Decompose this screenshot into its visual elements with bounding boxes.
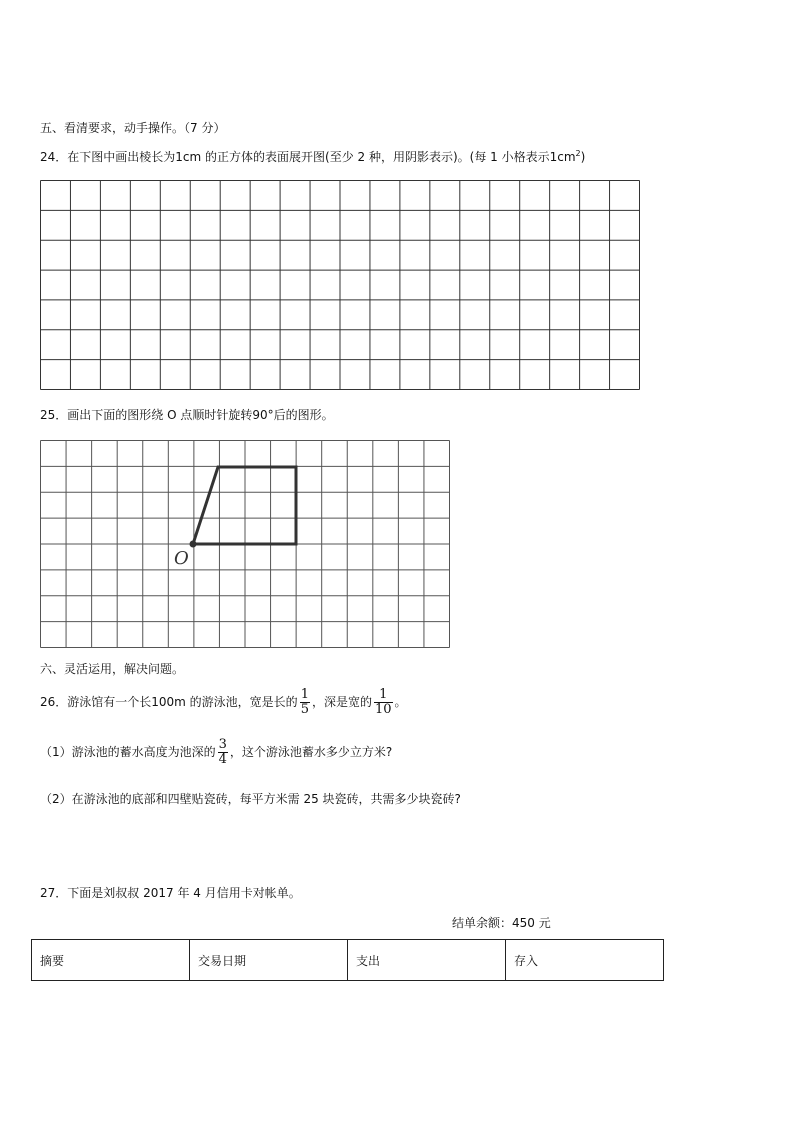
question-24-text — [40, 146, 585, 165]
fraction-one-tenth: $\frac{1}{10}$ — [374, 687, 392, 717]
question-26-sub-1 — [40, 734, 392, 770]
column-summary: 摘要 — [32, 940, 190, 981]
section-six-heading: 六、灵活运用，解决问题。 — [40, 662, 185, 676]
column-deposit: 存入 — [506, 940, 664, 981]
question-25-text: 25．画出下面的图形绕 O 点顺时针旋转90°后的图形。 — [40, 408, 334, 422]
question-24-body: 24．在下图中画出棱长为1cm 的正方体的表面展开图(至少 2 种，用阴影表示)。(每 1 小格表示1cm — [40, 150, 576, 164]
question-27-text: 27．下面是刘叔叔 2017 年 4 月信用卡对帐单。 — [40, 886, 301, 900]
question-26-part-a: 26．游泳馆有一个长100m 的游泳池，宽是长的 — [40, 695, 298, 709]
question-26-part-b: ，深是宽的 — [311, 695, 372, 709]
section-five-heading: 五、看清要求，动手操作。（7 分） — [40, 121, 226, 135]
point-o-label: O — [174, 548, 189, 569]
q24-square-grid — [40, 180, 640, 390]
sub-1-part-b: ，这个游泳池蓄水多少立方米? — [229, 745, 393, 759]
statement-balance: 结单余额：450 元 — [452, 916, 551, 930]
fraction-three-quarters: $\frac{3}{4}$ — [218, 737, 227, 767]
column-expense: 支出 — [348, 940, 506, 981]
question-24-tail: ) — [580, 150, 586, 164]
column-transaction-date: 交易日期 — [190, 940, 348, 981]
question-26-text — [40, 684, 407, 720]
q25-square-grid — [40, 440, 450, 648]
table-header-row — [32, 940, 664, 981]
question-26-part-c: 。 — [394, 695, 407, 709]
question-26-sub-2: （2）在游泳池的底部和四壁贴瓷砖，每平方米需 25 块瓷砖，共需多少块瓷砖? — [40, 792, 461, 806]
fraction-one-fifth: $\frac{1}{5}$ — [300, 687, 309, 717]
sub-1-part-a: （1）游泳池的蓄水高度为池深的 — [40, 745, 216, 759]
point-o-dot — [190, 541, 197, 548]
statement-table — [31, 939, 664, 981]
question-24-superscript: 2 — [575, 149, 581, 158]
